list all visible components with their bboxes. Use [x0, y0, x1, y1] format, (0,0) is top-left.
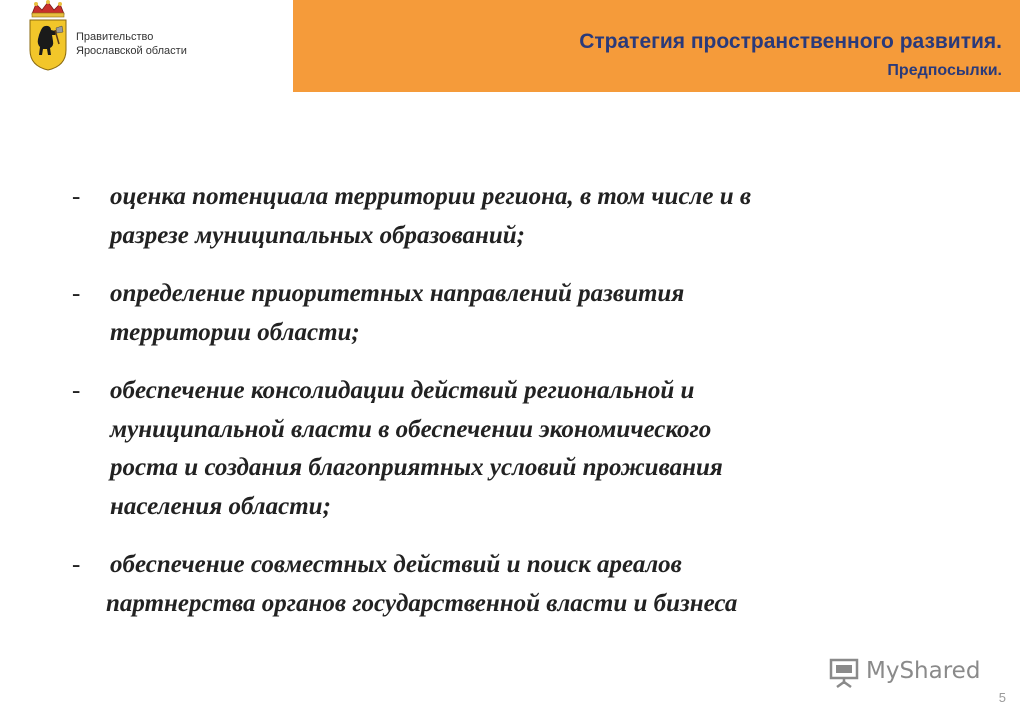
- watermark-text: MyShared: [866, 658, 981, 684]
- bullet-item: [70, 178, 970, 255]
- page-number: 5: [998, 690, 1006, 705]
- bullet-line: роста и создания благоприятных условий проживания: [110, 454, 723, 481]
- bullet-line: населения области;: [110, 492, 331, 520]
- bullet-marker: -: [72, 183, 81, 210]
- watermark: [828, 655, 988, 691]
- page-subtitle: Предпосылки.: [887, 62, 1002, 79]
- bullet-marker: -: [72, 280, 81, 307]
- bullet-line: партнерства органов государственной власти и бизнеса: [106, 589, 738, 617]
- bullet-line: территории области;: [110, 318, 360, 346]
- bullet-line: оценка потенциала территории региона, в том числе и в: [110, 183, 752, 210]
- government-name: [76, 30, 187, 58]
- bullet-line: определение приоритетных направлений развития: [110, 280, 685, 307]
- coat-of-arms-icon: [26, 0, 70, 72]
- bullet-marker: -: [72, 551, 81, 578]
- logo-block: [22, 0, 282, 90]
- bullet-item: [70, 275, 970, 352]
- bullet-list: [70, 178, 970, 643]
- government-name-line2: Ярославской области: [76, 45, 187, 57]
- bullet-line: обеспечение совместных действий и поиск ареалов: [110, 551, 682, 578]
- page-title: Стратегия пространственного развития.: [579, 30, 1002, 53]
- government-name-line1: Правительство: [76, 31, 154, 43]
- bullet-line: муниципальной власти в обеспечении экономического: [110, 415, 712, 443]
- bullet-line: обеспечение консолидации действий региональной и: [110, 377, 695, 404]
- bullet-item: [70, 546, 970, 623]
- bullet-item: [70, 372, 970, 526]
- bullet-marker: -: [72, 377, 81, 404]
- header-banner: [293, 0, 1020, 92]
- bullet-line: разрезе муниципальных образований;: [110, 221, 525, 249]
- presentation-board-icon: [828, 657, 860, 689]
